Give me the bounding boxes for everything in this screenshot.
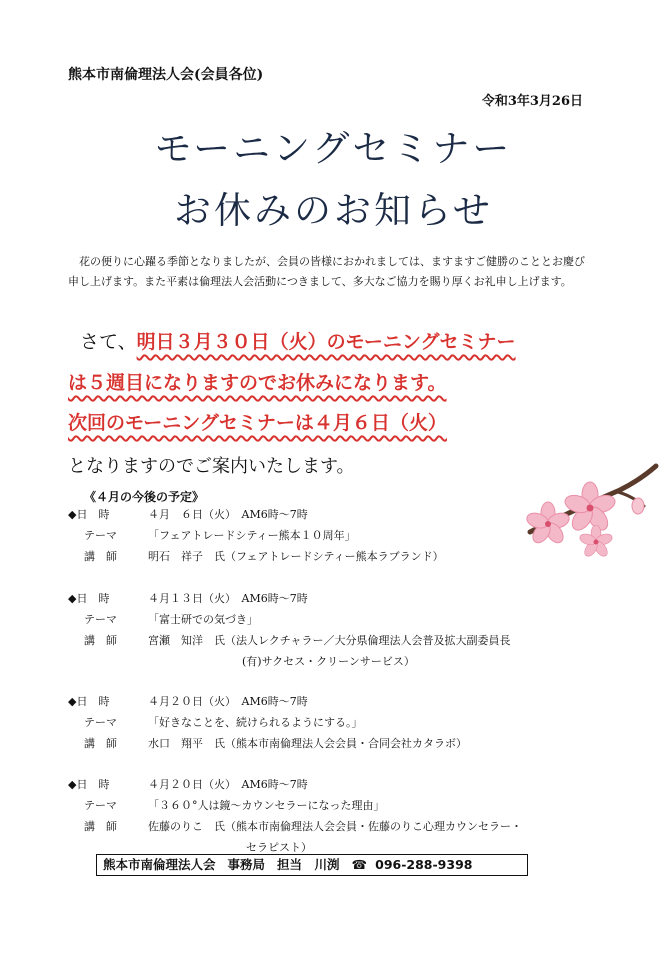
document-date: 令和3年3月26日 [481, 94, 583, 109]
notice-closing: となりますのでご案内いたします。 [68, 456, 355, 477]
cherry-blossom-icon [520, 462, 660, 558]
notice-line-3 [68, 408, 447, 435]
notice-line-2 [68, 368, 446, 395]
schedule-entry-3-speaker-row [84, 735, 467, 751]
entry-speaker: 宮瀬 知洋 氏（法人レクチャラー／大分県倫理法人会普及拡大副委員長 [148, 634, 511, 647]
contact-box [96, 854, 528, 876]
notice-highlight-1: 明日３月３０日（火）のモーニングセミナー [136, 331, 516, 353]
contact-org: 熊本市南倫理法人会 [103, 857, 216, 872]
notice-line-1 [80, 327, 516, 354]
entry-speaker: 水口 翔平 氏（熊本市南倫理法人会会員・合同会社カタラボ） [148, 737, 467, 750]
schedule-entry-4-speaker-row [84, 818, 522, 834]
theme-label: テーマ [84, 613, 117, 626]
schedule-entry-3-date-row [68, 693, 308, 709]
contact-office: 事務局 [227, 857, 266, 872]
theme-label: テーマ [84, 799, 117, 812]
schedule-entry-4-theme-row [84, 797, 385, 813]
title-line-1: モーニングセミナー [154, 127, 513, 170]
date-label: ◆日 時 [68, 695, 110, 708]
schedule-entry-2-date-row [68, 590, 308, 606]
theme-label: テーマ [84, 716, 117, 729]
entry-date: ４月 ６日（火） AM6時～7時 [148, 508, 308, 521]
contact-person: 担当 川渕 [277, 857, 340, 872]
schedule-entry-2-speaker-cont: (有)サクセス・クリーンサービス） [242, 655, 415, 668]
speaker-label: 講 師 [84, 737, 117, 750]
notice-lead: さて、 [80, 331, 137, 353]
entry-speaker: 佐藤のりこ 氏（熊本市南倫理法人会会員・佐藤のりこ心理カウンセラー・ [148, 820, 522, 833]
entry-theme: 「富士研での気づき」 [148, 613, 258, 626]
schedule-title: 《４月の今後の予定》 [84, 490, 205, 504]
notice-highlight-2: は５週目になりますのでお休みになります。 [68, 372, 447, 394]
schedule-entry-3-theme-row [84, 714, 363, 730]
schedule-entry-1-date-row [68, 506, 308, 522]
date-label: ◆日 時 [68, 778, 110, 791]
recipient-line: 熊本市南倫理法人会(会員各位) [68, 67, 264, 83]
intro-paragraph: 花の便りに心躍る季節となりましたが、会員の皆様におかれましては、ますますご健勝のこととお慶び申し上げます。また平素は倫理法人会活動につきまして、多大なご協力を賜り厚くお礼申し上げます。 [68, 255, 585, 288]
contact-phone: 096-288-9398 [375, 857, 473, 872]
entry-theme: 「好きなことを、続けられるようにする。」 [148, 716, 363, 729]
date-label: ◆日 時 [68, 508, 110, 521]
speaker-label: 講 師 [84, 820, 117, 833]
title-line-2: お休みのお知らせ [174, 189, 493, 232]
schedule-entry-4-date-row [68, 776, 308, 792]
schedule-entry-1-theme-row [84, 527, 356, 543]
speaker-label: 講 師 [84, 550, 117, 563]
schedule-entry-2-theme-row [84, 611, 258, 627]
schedule-entry-4-speaker-cont: セラピスト） [246, 841, 312, 854]
theme-label: テーマ [84, 529, 117, 542]
entry-date: ４月２０日（火） AM6時～7時 [148, 695, 308, 708]
schedule-entry-1-speaker-row [84, 548, 444, 564]
entry-date: ４月１３日（火） AM6時～7時 [148, 592, 308, 605]
schedule-entry-2-speaker-row [84, 632, 510, 648]
date-label: ◆日 時 [68, 592, 110, 605]
speaker-label: 講 師 [84, 634, 117, 647]
phone-icon: ☎ [351, 857, 368, 872]
entry-theme: 「３６０°人は鏡～カウンセラーになった理由」 [148, 799, 385, 812]
entry-date: ４月２０日（火） AM6時～7時 [148, 778, 308, 791]
entry-speaker: 明石 祥子 氏（フェアトレードシティー熊本ラブランド） [148, 550, 444, 563]
notice-highlight-3: 次回のモーニングセミナーは４月６日（火） [68, 412, 447, 434]
entry-theme: 「フェアトレードシティー熊本１０周年」 [148, 529, 356, 542]
